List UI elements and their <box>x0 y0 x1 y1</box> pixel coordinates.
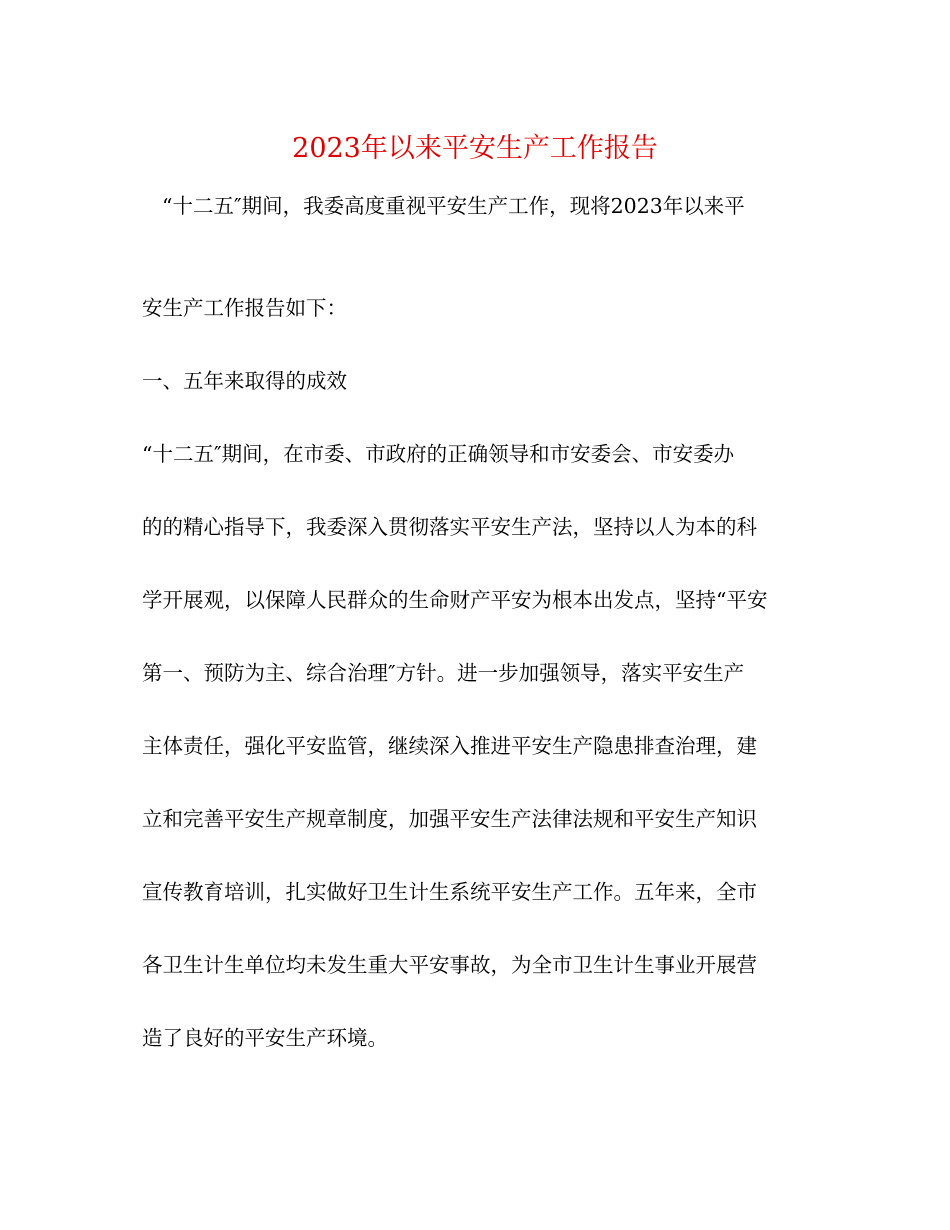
body-line-3: 学开展观，以保障人民群众的生命财产平安为根本出发点，坚持“平安 <box>142 588 768 612</box>
intro-line-2: 安生产工作报告如下： <box>142 296 347 320</box>
body-line-9: 造了良好的平安生产环境。 <box>142 1026 388 1050</box>
document-title: 2023年以来平安生产工作报告 <box>292 133 658 164</box>
body-line-7: 宣传教育培训，扎实做好卫生计生系统平安生产工作。五年来，全市 <box>142 880 757 904</box>
body-line-1: “十二五″期间，在市委、市政府的正确领导和市安委会、市安委办 <box>142 442 735 466</box>
body-line-8: 各卫生计生单位均未发生重大平安事故，为全市卫生计生事业开展营 <box>142 953 757 977</box>
section-heading: 一、五年来取得的成效 <box>142 369 347 393</box>
body-line-4: 第一、预防为主、综合治理″方针。进一步加强领导，落实平安生产 <box>142 661 745 685</box>
body-line-2: 的的精心指导下，我委深入贯彻落实平安生产法，坚持以人为本的科 <box>142 515 757 539</box>
intro-line-1: “十二五″期间，我委高度重视平安生产工作，现将2023年以来平 <box>162 194 745 218</box>
body-line-6: 立和完善平安生产规章制度，加强平安生产法律法规和平安生产知识 <box>142 807 757 831</box>
body-line-5: 主体责任，强化平安监管，继续深入推进平安生产隐患排查治理，建 <box>142 734 757 758</box>
